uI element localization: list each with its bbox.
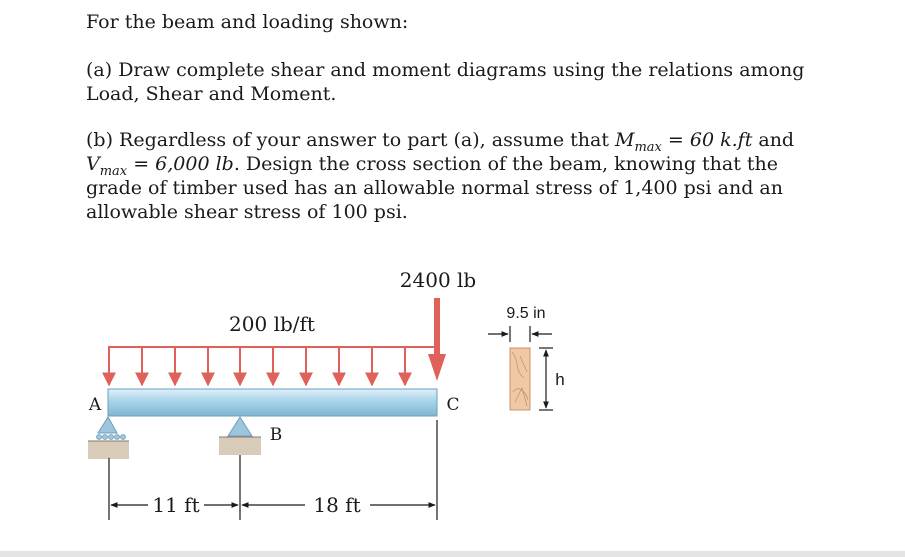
timber-section (510, 348, 530, 410)
mmax-value: = 60 k.ft (661, 129, 753, 151)
bottom-scrollbar[interactable] (0, 551, 905, 557)
distributed-load-label: 200 lb/ft (229, 312, 315, 336)
point-load-shaft (434, 298, 440, 356)
vmax-equals: = (127, 153, 156, 175)
part-b-prefix: (b) Regardless of your answer to part (a), assume that (86, 129, 615, 151)
mmax-symbol: $M_{max}$ (615, 129, 662, 155)
span-ab-label: 11 ft (152, 493, 200, 517)
intro-text: For the beam and loading shown: (86, 11, 409, 33)
vmax-value: 6,000 lb (155, 153, 234, 175)
roller-support-a (88, 417, 129, 459)
width-label: 9.5 in (506, 305, 546, 322)
part-b-suffix: . Design the cross section of the beam, knowing that the grade of timber used has an allowable normal stress of 1,400 psi and an allowable shear stress of 100 psi. (86, 153, 783, 223)
and-text: and (752, 129, 795, 151)
point-load-label: 2400 lb (399, 268, 477, 292)
span-bc-label: 18 ft (313, 493, 361, 517)
point-load-arrowhead (428, 354, 446, 381)
beam (108, 389, 437, 416)
part-a-text: (a) Draw complete shear and moment diagrams using the relations among Load, Shear and Moment. (86, 59, 805, 105)
point-b-label: B (269, 425, 283, 445)
height-label: h (555, 370, 565, 389)
pin-support-b (219, 417, 261, 455)
point-c-label: C (446, 395, 460, 415)
distributed-load-arrows (109, 347, 405, 385)
cross-section (488, 305, 565, 410)
vmax-symbol: $V_{max}$ (86, 153, 128, 179)
point-a-label: A (88, 395, 102, 415)
